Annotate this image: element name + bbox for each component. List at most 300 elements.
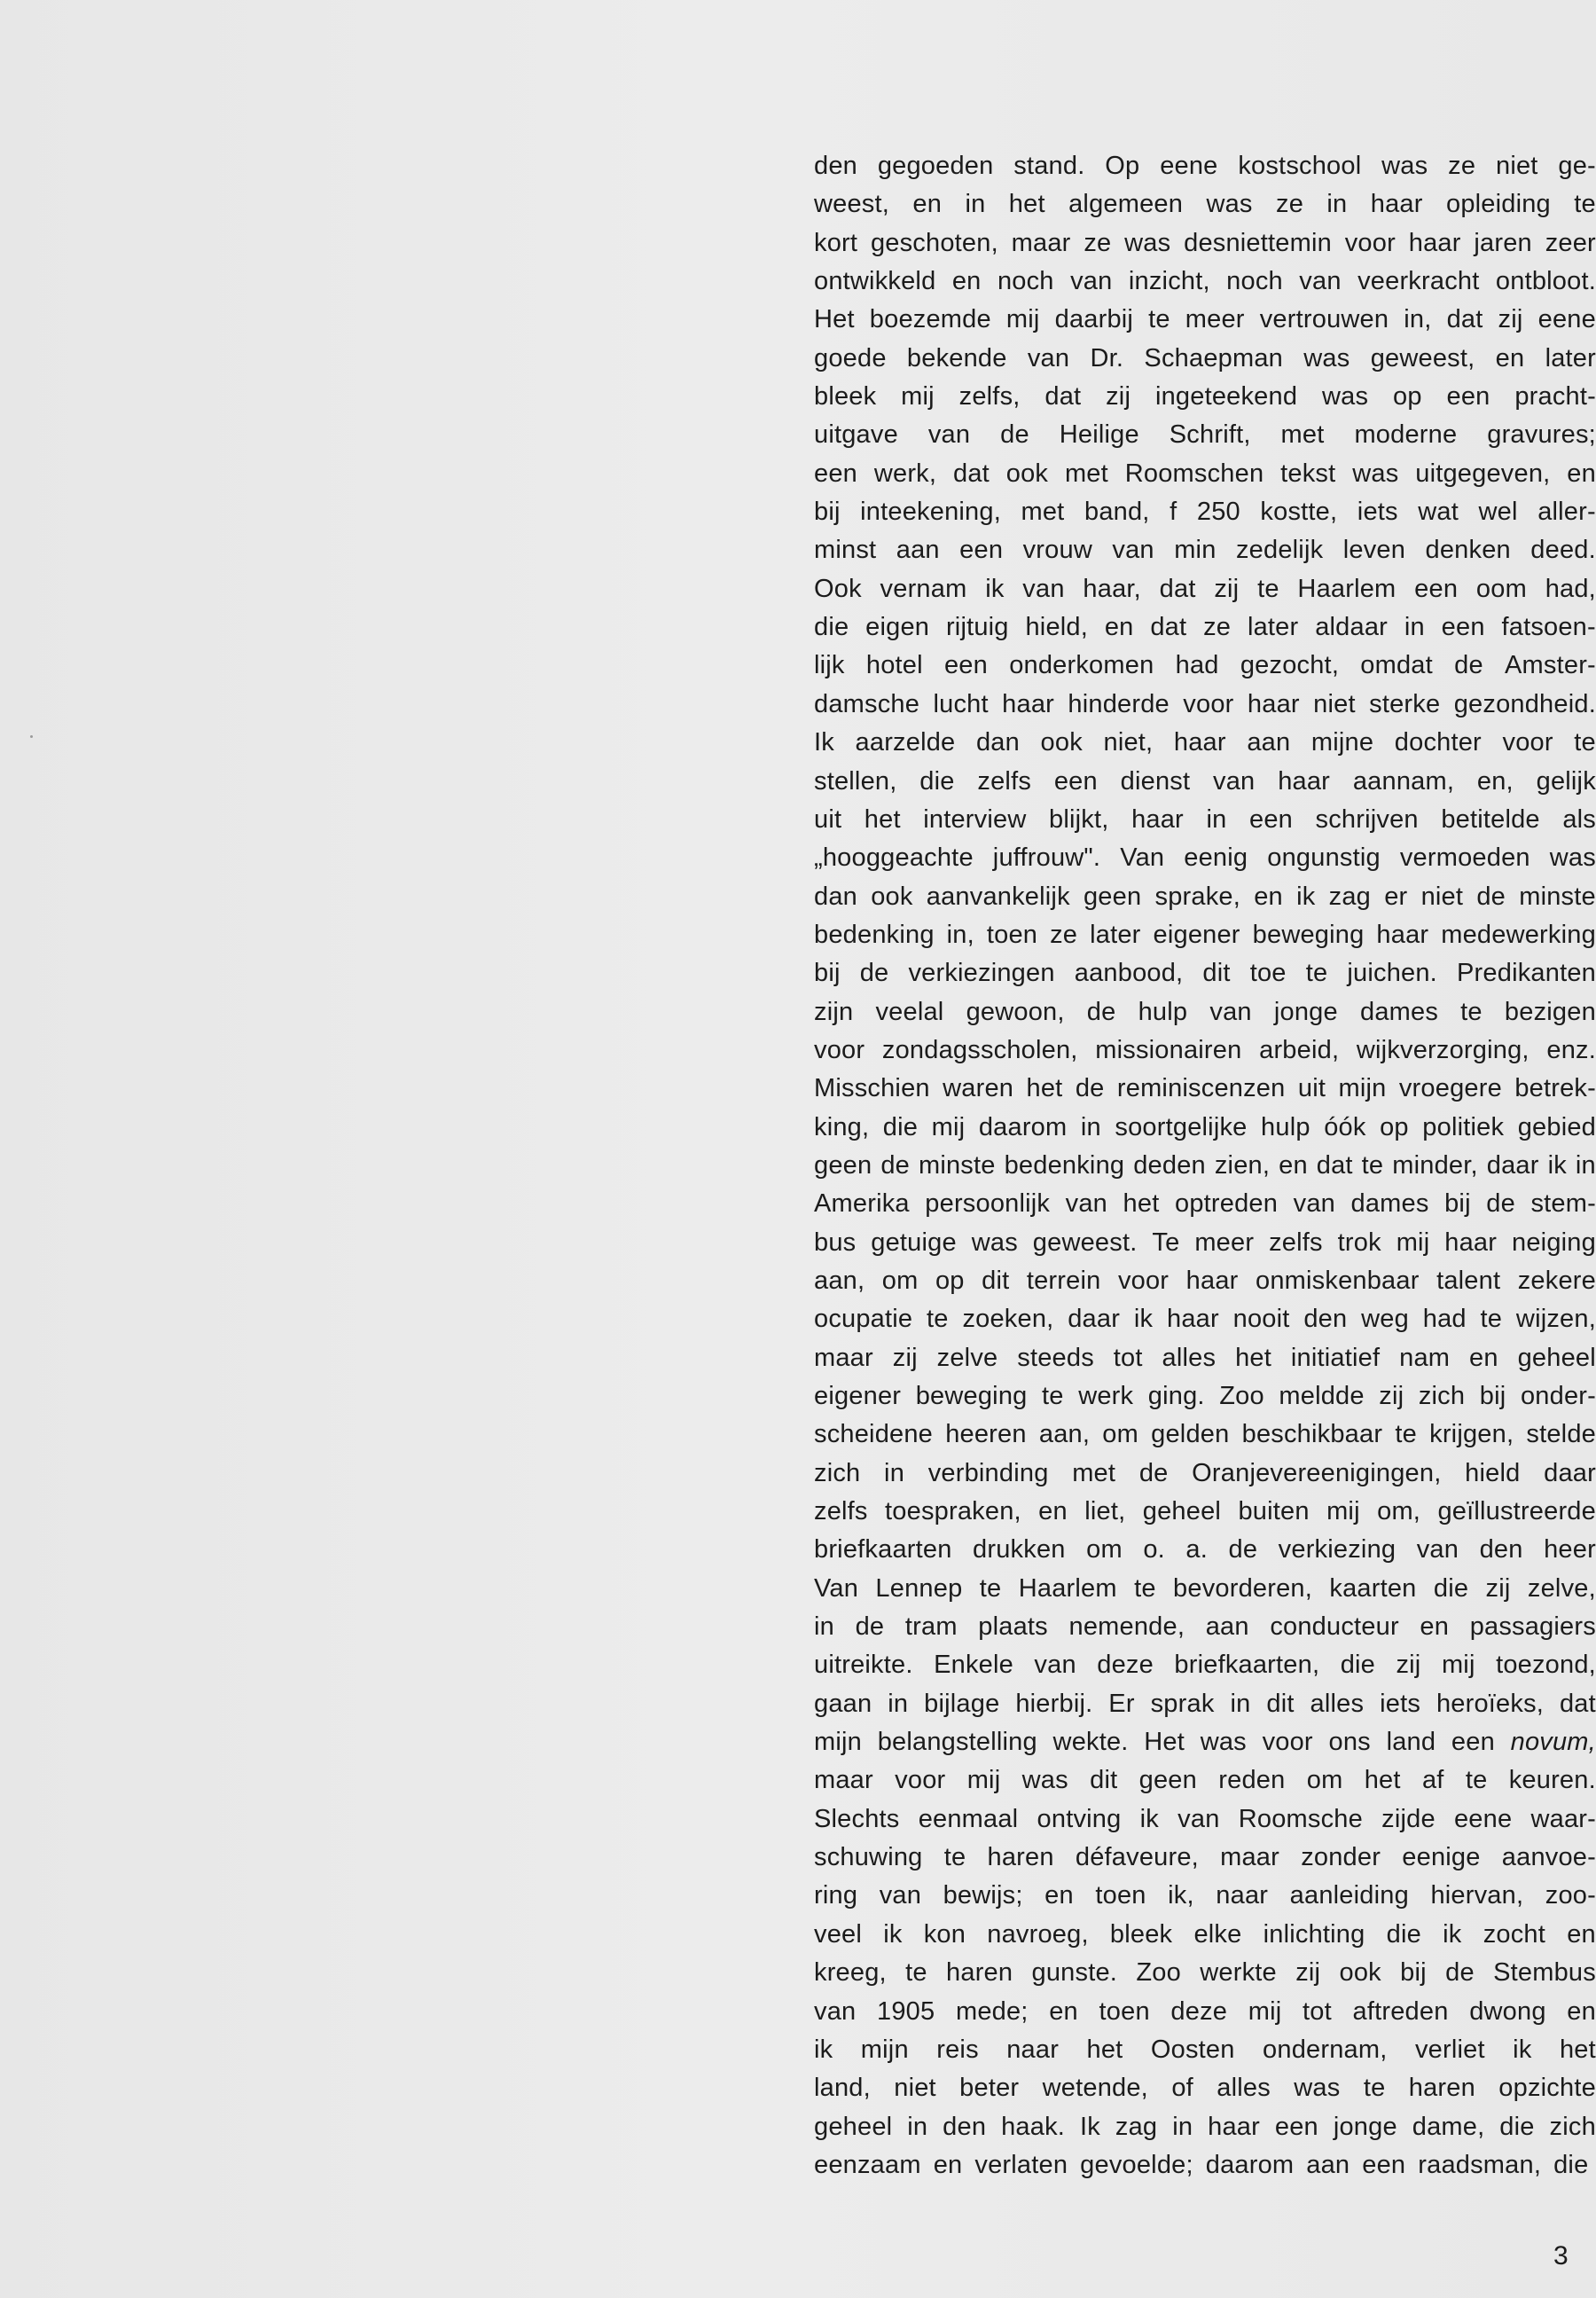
word: boezemde — [869, 305, 991, 334]
word: en — [1279, 1150, 1308, 1180]
word: mede; — [955, 1996, 1029, 2026]
word: te — [943, 1843, 966, 1872]
word: van — [1034, 1651, 1076, 1680]
word: Van — [1120, 843, 1165, 873]
word: toen — [1099, 1996, 1150, 2026]
word: nooit — [1232, 1305, 1290, 1334]
word: dames — [1350, 1189, 1429, 1219]
word: zij — [1379, 1382, 1404, 1410]
word: „hooggeachte — [814, 843, 974, 873]
text-line — [814, 1147, 1596, 1185]
word: bleek — [1109, 1919, 1173, 1949]
word: van — [1209, 997, 1252, 1026]
word: in, — [946, 920, 974, 949]
word: Van — [814, 1573, 859, 1603]
text-line — [814, 1685, 1596, 1723]
word: eene — [1160, 152, 1218, 180]
word: ik — [1139, 1804, 1159, 1833]
text-line — [814, 1570, 1596, 1608]
word: bij — [1479, 1382, 1506, 1410]
word: van — [1112, 536, 1154, 565]
word: terrein — [1026, 1266, 1101, 1295]
word: zij — [1498, 305, 1523, 334]
word: deden — [1133, 1150, 1206, 1180]
text-line — [814, 493, 1596, 531]
word: werk — [1078, 1382, 1134, 1410]
word: gevoelde; — [1080, 2150, 1193, 2179]
word: die — [919, 766, 955, 796]
word: meldde — [1279, 1382, 1365, 1410]
word: novum, — [1510, 1728, 1596, 1757]
word: tot — [1113, 1343, 1143, 1372]
word: gelijk — [1536, 766, 1596, 796]
word: aan, — [814, 1266, 865, 1295]
word: desniettemin — [1184, 228, 1332, 257]
word: te — [905, 1958, 927, 1988]
word: ging. — [1147, 1382, 1205, 1410]
word: het — [1086, 2035, 1123, 2064]
word: gunste. — [1031, 1958, 1118, 1988]
word: voor — [1117, 1266, 1170, 1295]
word: om — [1102, 1420, 1138, 1449]
word: aannam, — [1352, 766, 1455, 796]
word: Haarlem — [1297, 574, 1396, 603]
word: uitgegeven, — [1415, 459, 1551, 488]
word: moderne — [1354, 420, 1458, 450]
word: haren — [987, 1843, 1054, 1872]
word: was — [1206, 190, 1253, 219]
word: schrijven — [1315, 804, 1419, 834]
word: was — [971, 1227, 1018, 1257]
text-line — [814, 2069, 1596, 2107]
word: eene — [1453, 1804, 1513, 1833]
word: mijn — [1338, 1074, 1387, 1103]
word: haar — [1370, 190, 1423, 219]
word: van — [879, 1881, 922, 1910]
word: en — [1495, 343, 1525, 373]
word: toe — [1249, 959, 1287, 988]
word: op — [1380, 1112, 1409, 1141]
word: ze — [1276, 190, 1304, 219]
word: mij — [1396, 1227, 1430, 1257]
word: een — [1414, 574, 1459, 603]
word: zonder — [1301, 1843, 1381, 1872]
word: reden — [1218, 1766, 1286, 1795]
word: ze — [1203, 613, 1232, 642]
word: inzicht, — [1128, 267, 1210, 296]
word: damsche — [814, 689, 920, 718]
word: jaren — [1474, 228, 1532, 257]
word: beweging — [1252, 920, 1365, 949]
word: verkiezingen — [908, 959, 1055, 988]
word: die — [1499, 2112, 1535, 2141]
word: was — [1124, 228, 1171, 257]
word: leven — [1342, 536, 1406, 565]
word: optreden — [1175, 1189, 1279, 1219]
word: dat — [1446, 305, 1483, 334]
word: om — [1086, 1535, 1123, 1565]
word: geheel — [814, 2112, 893, 2141]
word: hinderde — [1068, 689, 1170, 718]
text-line — [814, 1300, 1596, 1338]
word: vernam — [880, 574, 967, 603]
word: Enkele — [934, 1651, 1013, 1680]
word: dat — [1044, 382, 1082, 412]
word: verbinding — [927, 1458, 1049, 1487]
word: haar — [1131, 804, 1184, 834]
word: dit — [1090, 1766, 1118, 1795]
word: Ik — [1079, 2112, 1100, 2141]
word: bedenking — [1004, 1150, 1125, 1180]
word: was — [1322, 382, 1369, 412]
word: om — [881, 1266, 919, 1295]
word: ook — [1040, 728, 1083, 757]
word: geen — [1138, 1766, 1197, 1795]
text-line — [814, 954, 1596, 992]
word: in — [814, 1612, 834, 1642]
word: ook — [1339, 1958, 1381, 1988]
word: opzichte — [1498, 2074, 1596, 2103]
word: in — [884, 1458, 905, 1487]
word: tot — [1303, 1996, 1332, 2026]
word: band, — [1084, 498, 1150, 527]
word: Zoo — [1219, 1382, 1264, 1410]
word: niet — [1495, 152, 1538, 180]
word: te — [1134, 1573, 1156, 1603]
word: haar — [1247, 689, 1300, 718]
word: elke — [1193, 1919, 1242, 1949]
word: voor — [1502, 728, 1553, 757]
word: geheel — [1142, 1497, 1222, 1526]
word: óók — [1324, 1112, 1366, 1141]
word: om — [1306, 1766, 1343, 1795]
text-line — [814, 1954, 1596, 1992]
word: voor — [1183, 689, 1234, 718]
word: aan, — [1038, 1420, 1091, 1449]
word: haar — [1002, 689, 1054, 718]
word: land — [1386, 1728, 1436, 1757]
word: een — [943, 651, 988, 680]
word: de — [1486, 1189, 1515, 1219]
word: haar — [1408, 228, 1461, 257]
word: land, — [814, 2074, 871, 2103]
word: had — [1175, 651, 1219, 680]
word: ingeteekend — [1154, 382, 1298, 412]
word: daar — [1068, 1305, 1121, 1334]
word: te — [1480, 1305, 1503, 1334]
word: toen — [986, 920, 1038, 949]
text-line — [814, 1993, 1596, 2031]
text-line — [814, 2146, 1596, 2184]
text-line — [814, 1761, 1596, 1800]
word: het — [864, 804, 901, 834]
text-line — [814, 1339, 1596, 1377]
word: die — [814, 613, 849, 642]
word: défaveure, — [1075, 1843, 1199, 1872]
word: van — [1213, 766, 1256, 796]
word: jonge — [1333, 2112, 1397, 2141]
word: was — [1549, 843, 1596, 873]
word: ge- — [1558, 152, 1596, 180]
word: zien, — [1214, 1150, 1271, 1180]
word: Het — [1144, 1728, 1185, 1757]
word: enz. — [1546, 1035, 1596, 1064]
word: en — [1420, 1612, 1450, 1642]
word: zij — [1295, 1958, 1321, 1988]
word: interview — [923, 804, 1027, 834]
word: te — [1148, 305, 1170, 334]
word: wekte. — [1052, 1728, 1129, 1757]
word: lucht — [933, 689, 989, 718]
word: in — [1230, 1689, 1251, 1718]
word: dienst — [1120, 766, 1191, 796]
word: dit — [982, 1266, 1010, 1295]
word: het — [1026, 1074, 1063, 1103]
word: ik — [1296, 882, 1316, 911]
word: zeer — [1545, 228, 1596, 257]
word: haar, — [1083, 574, 1141, 603]
word: weg — [1361, 1305, 1409, 1334]
text-line — [814, 2108, 1596, 2146]
word: beter — [959, 2074, 1020, 2103]
word: als — [1562, 804, 1596, 834]
word: alles — [1217, 2074, 1271, 2103]
word: Misschien — [814, 1074, 930, 1103]
word: de — [1086, 997, 1116, 1026]
word: haar — [1185, 1266, 1239, 1295]
word: dames — [1359, 997, 1439, 1026]
word: zag — [1115, 2112, 1158, 2141]
word: in — [888, 1689, 909, 1718]
word: een — [814, 459, 857, 488]
word: daarom — [1205, 2150, 1295, 2179]
word: had, — [1545, 574, 1596, 603]
word: te — [1465, 1766, 1488, 1795]
word: pracht- — [1514, 382, 1596, 412]
text-line — [814, 1608, 1596, 1646]
word: Schaepman — [1144, 343, 1283, 373]
word: stem- — [1530, 1189, 1596, 1219]
text-line — [814, 531, 1596, 569]
text-line — [814, 1839, 1596, 1877]
word: hotel — [865, 651, 923, 680]
word: nam — [1399, 1343, 1451, 1372]
word: vertrouwen — [1259, 305, 1389, 334]
word: toen — [1095, 1881, 1146, 1910]
word: zich — [1418, 1382, 1466, 1410]
word: goede — [814, 343, 887, 373]
word: passagiers — [1469, 1612, 1596, 1642]
word: ze — [1448, 152, 1476, 180]
word: voor — [1262, 1728, 1313, 1757]
word: zelfs, — [958, 382, 1021, 412]
word: veerkracht — [1357, 267, 1480, 296]
word: van — [1299, 267, 1342, 296]
word: noch — [1226, 267, 1283, 296]
word: fatsoen- — [1501, 613, 1596, 642]
word: veel — [814, 1919, 862, 1949]
word: gewoon, — [966, 997, 1065, 1026]
word: tekst — [1280, 459, 1336, 488]
word: kreeg, — [814, 1958, 887, 1988]
word: wetende, — [1042, 2074, 1148, 2103]
word: er — [1384, 882, 1408, 911]
word: king, — [814, 1112, 870, 1141]
word: Haarlem — [1018, 1573, 1117, 1603]
word: alles — [1310, 1689, 1365, 1718]
word: ongunstig — [1267, 843, 1381, 873]
word: Ook — [814, 574, 862, 603]
word: dan — [975, 728, 1020, 757]
word: verlaten — [974, 2150, 1068, 2179]
word: in — [907, 2112, 928, 2141]
word: naar — [1216, 1881, 1269, 1910]
word: van — [1293, 1189, 1335, 1219]
word: en — [1044, 1881, 1074, 1910]
word: de — [880, 1150, 910, 1180]
word: gezocht, — [1240, 651, 1340, 680]
word: een — [1441, 613, 1485, 642]
word: mijne — [1310, 728, 1374, 757]
word: mij — [1248, 1996, 1282, 2026]
word: af — [1421, 1766, 1444, 1795]
word: juichen. — [1347, 959, 1437, 988]
body-text-column — [814, 147, 1596, 2184]
text-line — [814, 647, 1596, 685]
word: Schrift, — [1169, 420, 1251, 450]
word: aan — [896, 536, 940, 565]
word: het — [1008, 190, 1045, 219]
text-line — [814, 2031, 1596, 2069]
word: werk, — [873, 459, 937, 488]
word: wijkverzorging, — [1356, 1035, 1530, 1064]
word: mij — [931, 1112, 966, 1141]
text-line — [814, 801, 1596, 839]
word: om, — [1377, 1497, 1421, 1526]
word: blijkt, — [1049, 804, 1109, 834]
word: getuige — [871, 1227, 957, 1257]
word: rijtuig — [945, 613, 1009, 642]
word: en — [1104, 613, 1134, 642]
word: van — [1065, 1189, 1108, 1219]
word: Heilige — [1059, 420, 1139, 450]
word: deze — [1170, 1996, 1228, 2026]
word: steeds — [1017, 1343, 1094, 1372]
word: was — [1294, 2074, 1341, 2103]
word: wel — [1478, 498, 1518, 527]
word: zelfs — [814, 1497, 868, 1526]
word: zedelijk — [1235, 536, 1324, 565]
word: minste — [918, 1150, 996, 1180]
word: uit — [1297, 1074, 1326, 1103]
word: een — [1446, 382, 1490, 412]
word: iets — [1380, 1689, 1421, 1718]
word: a. — [1185, 1535, 1208, 1565]
word: te — [1363, 2074, 1386, 2103]
word: veelal — [875, 997, 944, 1026]
word: aan — [1205, 1612, 1249, 1642]
word: verliet — [1414, 2035, 1485, 2064]
word: beschikbaar — [1241, 1420, 1383, 1449]
word: Te — [1152, 1227, 1180, 1257]
word: inlichting — [1263, 1919, 1365, 1949]
word: Er — [1108, 1689, 1135, 1718]
word: van — [1027, 343, 1070, 373]
word: den — [1303, 1305, 1348, 1334]
word: Stembus — [1493, 1958, 1596, 1988]
word: Roomsche — [1238, 1804, 1363, 1833]
word: mij — [901, 382, 935, 412]
word: zelfs — [1269, 1227, 1323, 1257]
word: dat — [1316, 1150, 1353, 1180]
word: ik — [883, 1919, 903, 1949]
word: bedenking — [814, 920, 935, 949]
word: belangstelling — [877, 1728, 1037, 1757]
word: Amster- — [1505, 651, 1596, 680]
word: deed. — [1530, 536, 1596, 565]
text-line — [814, 340, 1596, 378]
text-line — [814, 686, 1596, 724]
word: bij — [814, 959, 841, 988]
word: raadsman, — [1418, 2150, 1542, 2179]
word: zij — [1106, 382, 1131, 412]
word: van — [927, 420, 971, 450]
word: Slechts — [814, 1804, 900, 1833]
word: te — [1574, 190, 1596, 219]
word: zij — [1396, 1651, 1421, 1680]
word: waar- — [1530, 1804, 1596, 1833]
word: opleiding — [1445, 190, 1551, 219]
word: aarzelde — [855, 728, 956, 757]
word: aftreden — [1352, 1996, 1449, 2026]
word: een — [1248, 804, 1293, 834]
word: eenmaal — [918, 1804, 1019, 1833]
word: het — [1123, 1189, 1160, 1219]
word: zoo- — [1545, 1881, 1596, 1910]
word: onder- — [1520, 1382, 1596, 1410]
word: het — [1235, 1343, 1271, 1372]
word: heeren — [945, 1420, 1027, 1449]
word: die — [1433, 1573, 1469, 1603]
word: waren — [943, 1074, 1014, 1103]
word: de — [1454, 651, 1483, 680]
word: talent — [1436, 1266, 1501, 1295]
word: trok — [1337, 1227, 1381, 1257]
word: eenzaam — [814, 2150, 921, 2179]
text-line — [814, 878, 1596, 916]
word: op — [935, 1266, 965, 1295]
word: ook — [871, 882, 913, 911]
word: de — [1075, 1074, 1105, 1103]
word: eigen — [865, 613, 930, 642]
word: minst — [814, 536, 877, 565]
word: in — [1206, 804, 1227, 834]
word: Op — [1105, 152, 1140, 180]
word: betitelde — [1441, 804, 1540, 834]
word: ook — [1005, 459, 1049, 488]
word: kort — [814, 228, 858, 257]
word: later — [1545, 343, 1596, 373]
word: maar — [1220, 1843, 1279, 1872]
word: alles — [1162, 1343, 1217, 1372]
text-line — [814, 1493, 1596, 1531]
word: een — [1362, 2150, 1406, 2179]
word: te — [1305, 959, 1328, 988]
word: van — [1416, 1535, 1459, 1565]
word: haren — [1408, 2074, 1475, 2103]
word: bewijs; — [943, 1881, 1023, 1910]
word: maar — [814, 1343, 873, 1372]
